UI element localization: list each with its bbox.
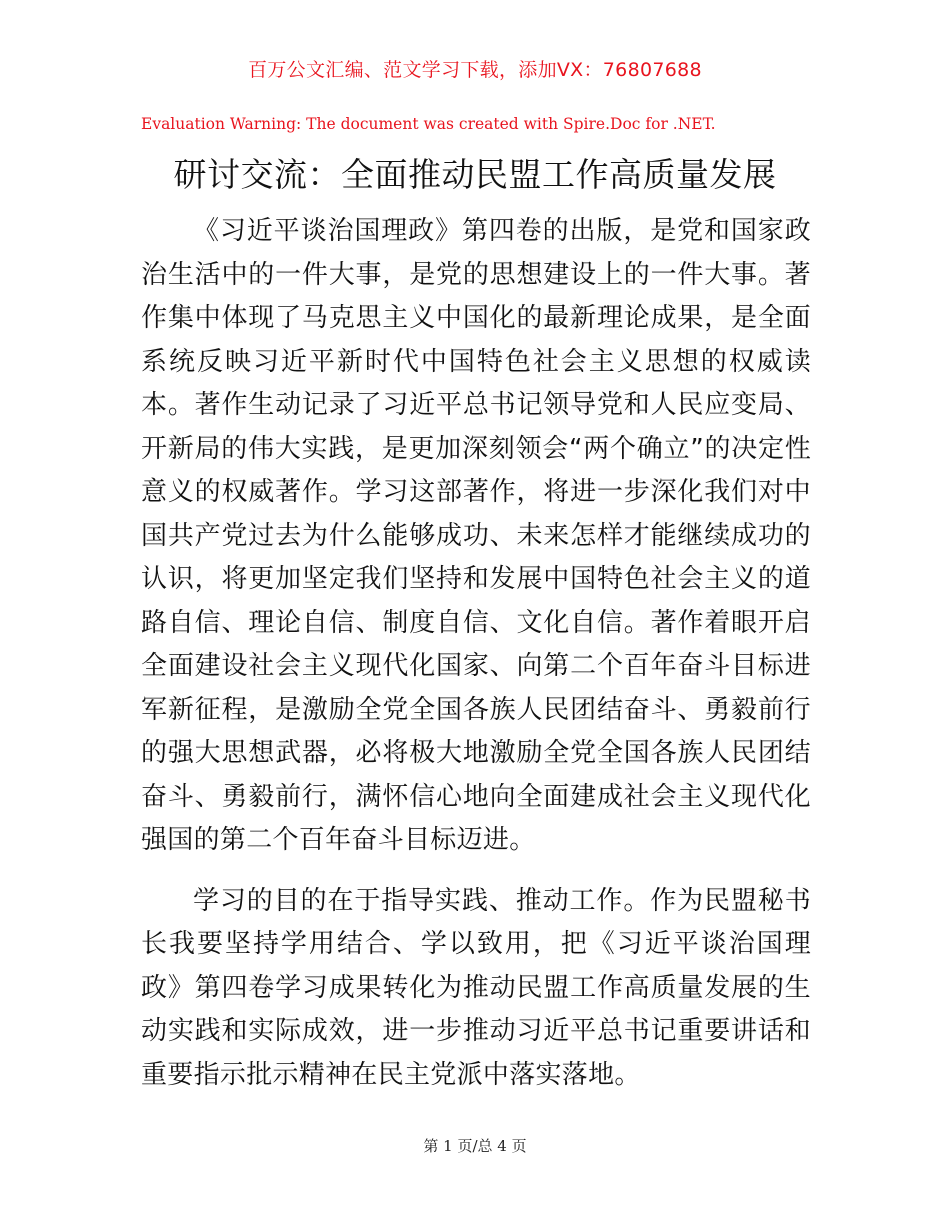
header-promo-text: 百万公文汇编、范文学习下载，添加VX：76807688 — [248, 59, 702, 81]
body-paragraph-2: 学习的目的在于指导实践、推动工作。作为民盟秘书长我要坚持学用结合、学以致用，把《习近平谈治国理政》第四卷学习成果转化为推动民盟工作高质量发展的生动实践和实际成效，进一步推动习近平总书记重要讲话和重要指示批示精神在民主党派中落实落地。 — [141, 885, 811, 1090]
document-title: 研讨交流：全面推动民盟工作高质量发展 — [173, 155, 777, 194]
evaluation-warning: Evaluation Warning: The document was created with Spire.Doc for .NET. — [141, 115, 716, 133]
document-body — [141, 210, 811, 1097]
page-number-footer: 第 1 页/总 4 页 — [423, 1137, 527, 1155]
body-paragraph-1: 《习近平谈治国理政》第四卷的出版，是党和国家政治生活中的一件大事，是党的思想建设上的一件大事。著作集中体现了马克思主义中国化的最新理论成果，是全面系统反映习近平新时代中国特色社会主义思想的权威读本。著作生动记录了习近平总书记领导党和人民应变局、开新局的伟大实践，是更加深刻领会“两个确立”的决定性意义的权威著作。学习这部著作，将进一步深化我们对中国共产党过去为什么能够成功、未来怎样才能继续成功的认识，将更加坚定我们坚持和发展中国特色社会主义的道路自信、理论自信、制度自信、文化自信。著作着眼开启全面建设社会主义现代化国家、向第二个百年奋斗目标进军新征程，是激励全党全国各族人民团结奋斗、勇毅前行的强大思想武器，必将极大地激励全党全国各族人民团结奋斗、勇毅前行，满怀信心地向全面建成社会主义现代化强国的第二个百年奋斗目标迈进。 — [141, 216, 811, 855]
